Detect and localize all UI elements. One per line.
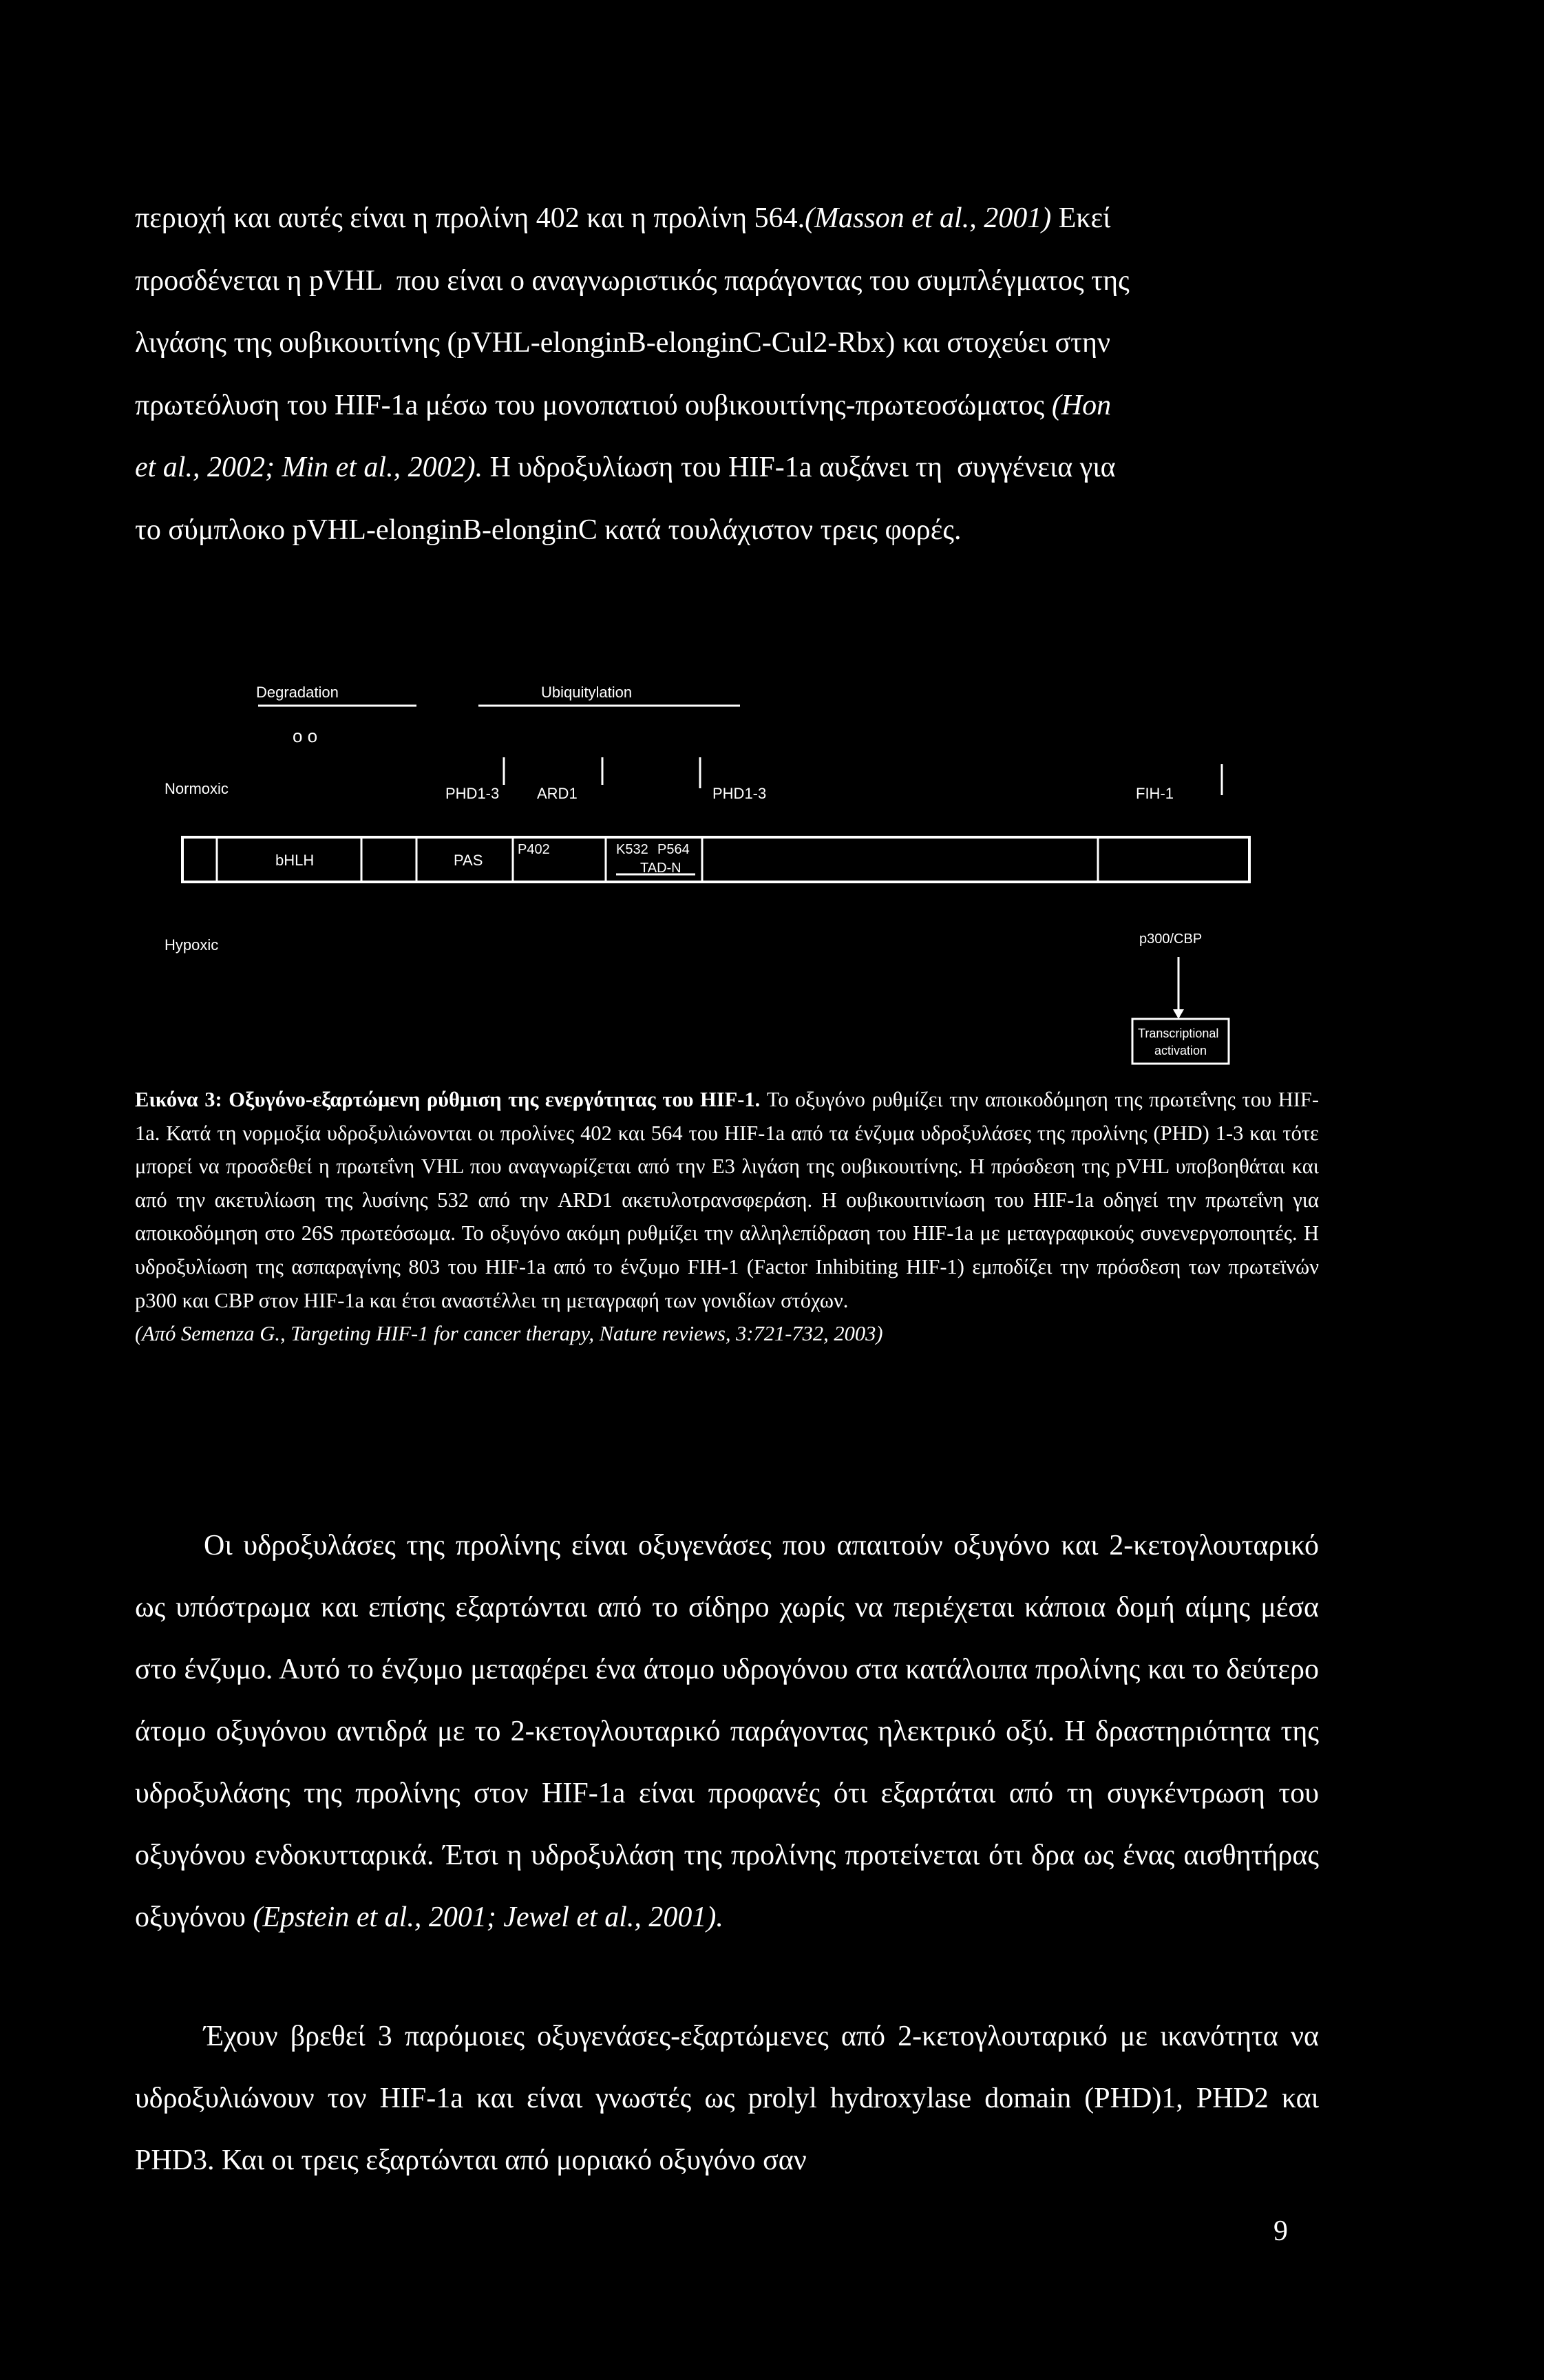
phd13-label-b: PHD1-3 xyxy=(712,785,767,802)
bhlh-label: bHLH xyxy=(275,852,315,869)
caption-source: (Από Semenza G., Targeting HIF-1 for cancer therapy, Nature reviews, 3:721-732, 2003) xyxy=(135,1322,883,1346)
text-run: (Masson et al., 2001) xyxy=(805,202,1052,234)
k532-label: K532 xyxy=(616,842,648,857)
text-run: Εκεί xyxy=(1051,202,1111,234)
p402-label: P402 xyxy=(518,842,550,857)
pas-label: PAS xyxy=(454,852,483,869)
paragraph-2-text: Οι υδροξυλάσες της προλίνης είναι οξυγενάσες που απαιτούν οξυγόνο και 2-κετογλουταρικό ως υπόστρωμα και επίσης εξαρτώνται από το σίδηρο χωρίς να περιέχεται κάποια δομή αίμης μέσα στο ένζυμο. Αυτό το ένζυμο μεταφέρει ένα άτομο υδρογόνου στα κατάλοιπα προλίνης και το δεύτερο άτομο οξυγόνου αντιδρά με το 2-κετογλουταρικό παράγοντας ηλεκτρικό οξύ. Η δραστηριότητα της υδροξυλάσης της προλίνης στον HIF-1a είναι προφανές ότι εξαρτάται από τη συγκέντρωση του οξυγόνου ενδοκυτταρικά. Έτσι η υδροξυλάση της προλίνης προτείνεται ότι δρα ως ένας αισθητήρας οξυγόνου xyxy=(135,1530,1326,1933)
text-run: λιγάσης της ουβικουιτίνης (pVHL-elonginB-elonginC-Cul2-Rbx) και στοχεύει στην xyxy=(135,327,1111,359)
p300-label: p300/CBP xyxy=(1139,931,1203,947)
caption-body: Το οξυγόνο ρυθμίζει την αποικοδόμηση της πρωτεΐνης του HIF-1a. Κατά τη νορμοξία υδροξυλιώνονται οι προλίνες 402 και 564 του HIF-1a από τα ένζυμα υδροξυλάσες της προλίνης (PHD) 1-3 και τότε μπορεί να προσδεθεί η πρωτεΐνη VHL που αναγνωρίζεται από την E3 λιγάση της ουβικουιτίνης. Η πρόσδεση της pVHL υποβοηθάται και από την ακετυλίωση της λυσίνης 532 από την ARD1 ακετυλοτρανσφεράση. Η ουβικουιτινίωση του HIF-1a οδηγεί την πρωτεΐνη για αποικοδόμηση στο 26S πρωτεόσωμα. Το οξυγόνο ακόμη ρυθμίζει την αλληλεπίδραση του HIF-1a με μεταγραφικούς συνενεργοποιητές. Η υδροξυλίωση της ασπαραγίνης 803 του HIF-1a από το ένζυμο FIH-1 (Factor Inhibiting HIF-1) εμποδίζει την πρόσδεση των πρωτεϊνών p300 και CBP στον HIF-1a και έτσι αναστέλλει τη μεταγραφή των γονιδίων στόχων. xyxy=(135,1088,1324,1312)
paragraph-1-line xyxy=(135,187,1319,250)
text-run: το σύμπλοκο pVHL-elonginB-elonginC κατά τουλάχιστον τρεις φορές. xyxy=(135,514,962,546)
fih1-label: FIH-1 xyxy=(1136,785,1174,802)
transcriptional-label: Transcriptional xyxy=(1138,1026,1219,1040)
hif1-diagram xyxy=(162,675,1277,1067)
normoxic-label: Normoxic xyxy=(165,780,229,797)
paragraph-1-line xyxy=(135,375,1319,437)
phd13-label-a: PHD1-3 xyxy=(445,785,500,802)
text-run: et al., 2002; Min et al., 2002). xyxy=(135,452,483,483)
text-run: (Hon xyxy=(1051,389,1112,421)
paragraph-3 xyxy=(135,2005,1319,2191)
ubiquitylation-label: Ubiquitylation xyxy=(541,684,633,701)
activation-label: activation xyxy=(1154,1044,1207,1057)
figure-caption xyxy=(135,1083,1324,1351)
paragraph-2-citation: (Epstein et al., 2001; Jewel et al., 2001). xyxy=(253,1902,723,1933)
text-run: Η υδροξυλίωση του HIF-1a αυξάνει τη συγγένεια για xyxy=(483,452,1116,483)
p564-label: P564 xyxy=(657,842,690,857)
paragraph-1-line xyxy=(135,436,1319,499)
page-number: 9 xyxy=(1273,2215,1288,2247)
paragraph-3-text: Έχουν βρεθεί 3 παρόμοιες οξυγενάσες-εξαρτώμενες από 2-κετογλουταρικό με ικανότητα να υδροξυλιώνουν τον HIF-1a και είναι γνωστές ως prolyl hydroxylase domain (PHD)1, PHD2 και PHD3. Και οι τρεις εξαρτώνται από μοριακό οξυγόνο σαν xyxy=(135,2021,1319,2176)
hypoxic-label: Hypoxic xyxy=(165,936,219,954)
paragraph-1-line xyxy=(135,499,1319,562)
caption-label: Εικόνα 3: Οξυγόνο-εξαρτώμενη ρύθμιση της ενεργότητας του HIF-1. xyxy=(135,1088,761,1111)
text-run: πρωτεόλυση του HIF-1a μέσω του μονοπατιού ουβικουιτίνης-πρωτεοσώματος xyxy=(135,389,1052,421)
paragraph-1-line xyxy=(135,312,1319,375)
text-run: περιοχή και αυτές είναι η προλίνη 402 και η προλίνη 564. xyxy=(135,202,805,234)
paragraph-1 xyxy=(135,187,1319,561)
degradation-label: Degradation xyxy=(256,684,339,701)
oxygen-symbols: o o xyxy=(293,726,318,746)
paragraph-1-line xyxy=(135,250,1319,313)
paragraph-2 xyxy=(135,1515,1326,1948)
tadn-label: TAD-N xyxy=(640,861,681,876)
text-run: προσδένεται η pVHL που είναι ο αναγνωριστικός παράγοντας του συμπλέγματος της xyxy=(135,264,1130,297)
ard1-label: ARD1 xyxy=(537,785,578,802)
